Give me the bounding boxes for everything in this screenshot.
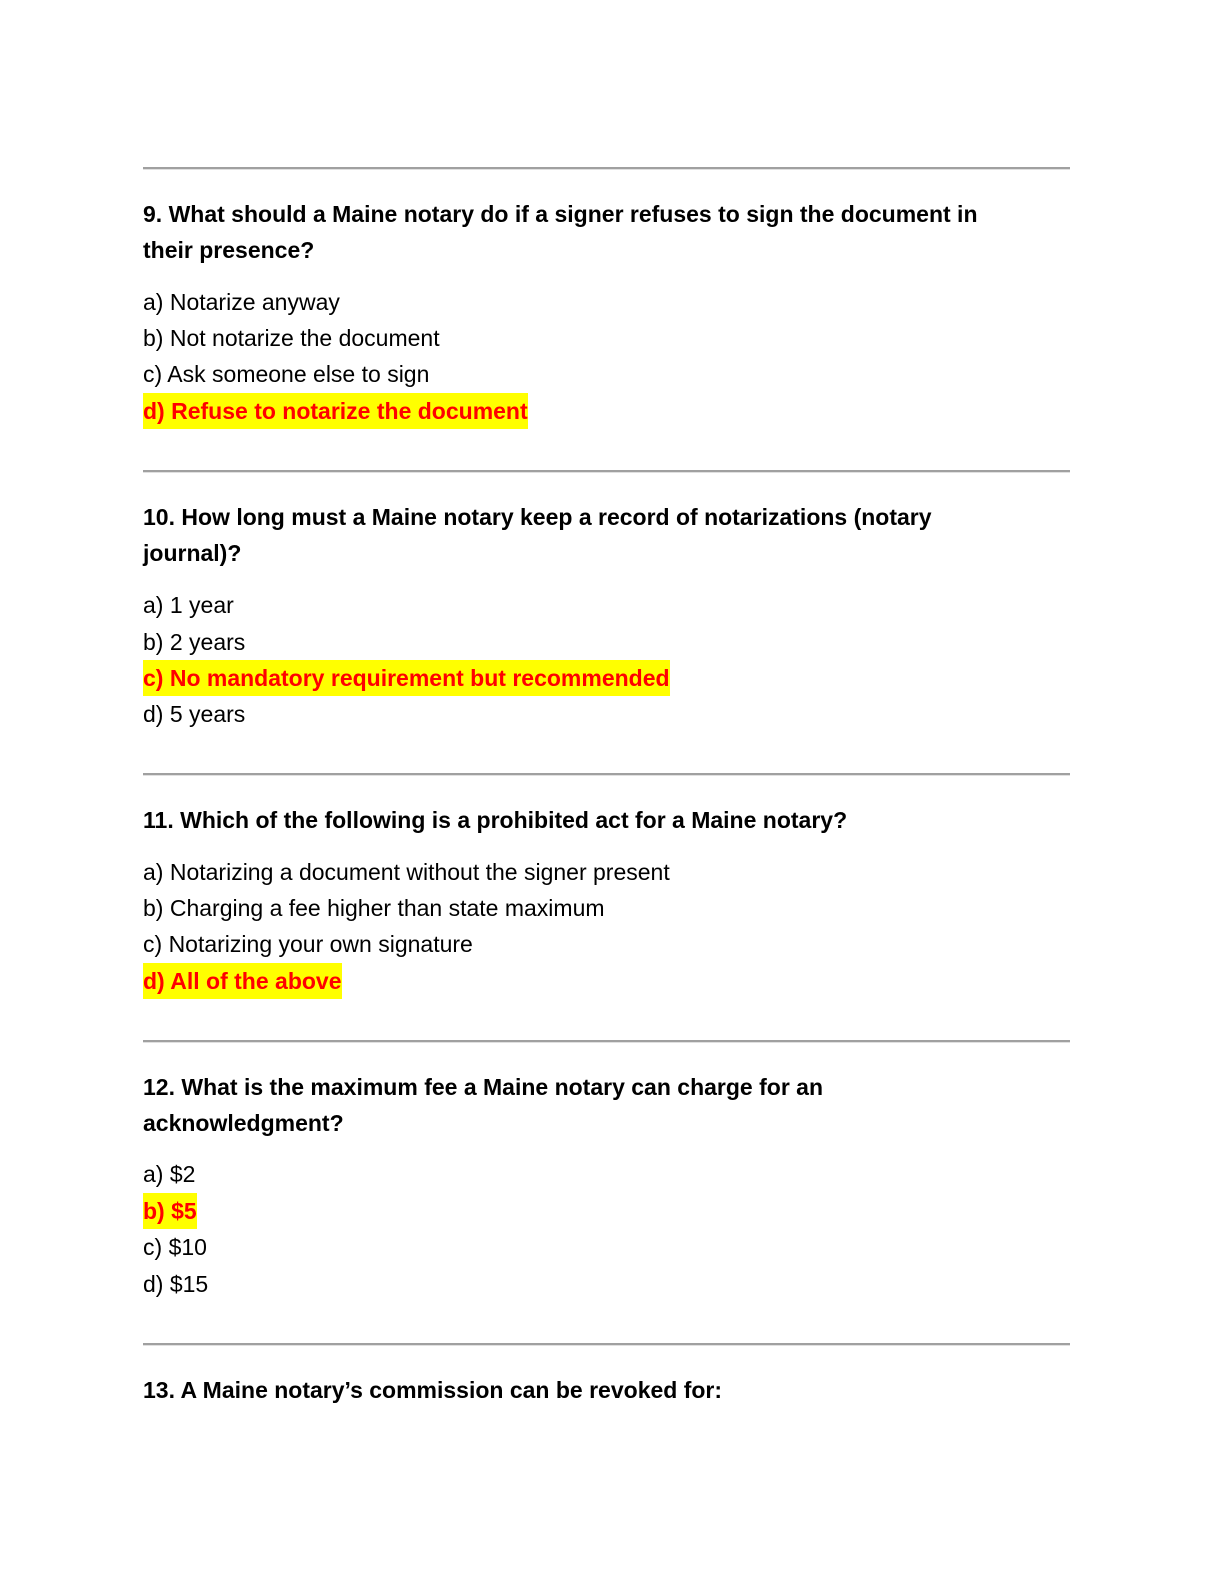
divider xyxy=(143,167,1070,170)
option-letter: d) xyxy=(143,701,164,727)
option-letter: c) xyxy=(143,1234,163,1260)
option-9c xyxy=(143,356,429,392)
option-10c-correct xyxy=(143,660,670,696)
question-number: 10. xyxy=(143,504,175,530)
question-text: What is the maximum fee a Maine notary can charge for an acknowledgment? xyxy=(143,1074,823,1136)
option-text: All of the above xyxy=(170,968,342,994)
option-letter: d) xyxy=(143,968,165,994)
option-text: $10 xyxy=(168,1234,207,1260)
option-text: Notarizing your own signature xyxy=(168,931,473,957)
option-text: 1 year xyxy=(169,592,234,618)
question-text: A Maine notary’s commission can be revoked for: xyxy=(180,1377,723,1403)
option-letter: d) xyxy=(143,1271,164,1297)
question-13 xyxy=(143,1372,1043,1408)
question-9 xyxy=(143,196,1033,268)
option-letter: a) xyxy=(143,592,164,618)
divider xyxy=(143,470,1070,473)
option-text: Notarizing a document without the signer present xyxy=(169,859,670,885)
option-letter: b) xyxy=(143,629,164,655)
option-text: Notarize anyway xyxy=(169,289,340,315)
option-letter: c) xyxy=(143,665,164,691)
option-10a xyxy=(143,587,234,623)
question-number: 11. xyxy=(143,807,174,833)
option-text: Not notarize the document xyxy=(169,325,440,351)
option-12b-correct xyxy=(143,1193,197,1229)
option-text: 2 years xyxy=(169,629,246,655)
question-number: 13. xyxy=(143,1377,175,1403)
option-11c xyxy=(143,926,473,962)
option-11a xyxy=(143,854,670,890)
divider xyxy=(143,773,1070,776)
question-12 xyxy=(143,1069,903,1141)
question-text: What should a Maine notary do if a signer refuses to sign the document in their presence? xyxy=(143,201,978,263)
option-letter: b) xyxy=(143,325,164,351)
option-12a xyxy=(143,1156,195,1192)
option-text: $15 xyxy=(169,1271,209,1297)
option-letter: c) xyxy=(143,361,163,387)
option-text: Charging a fee higher than state maximum xyxy=(169,895,605,921)
option-letter: b) xyxy=(143,895,164,921)
option-9d-correct xyxy=(143,393,528,429)
option-letter: a) xyxy=(143,1161,164,1187)
option-text: Ask someone else to sign xyxy=(167,361,430,387)
option-text: No mandatory requirement but recommended xyxy=(169,665,670,691)
option-9b xyxy=(143,320,440,356)
option-text: $5 xyxy=(171,1198,197,1224)
option-letter: d) xyxy=(143,398,165,424)
option-11b xyxy=(143,890,605,926)
divider xyxy=(143,1040,1070,1043)
option-12d xyxy=(143,1266,208,1302)
option-text: $2 xyxy=(169,1161,196,1187)
option-text: Refuse to notarize the document xyxy=(171,398,528,424)
option-9a xyxy=(143,284,340,320)
option-11d-correct xyxy=(143,963,342,999)
question-11 xyxy=(143,802,1043,838)
option-text: 5 years xyxy=(169,701,246,727)
option-letter: b) xyxy=(143,1198,165,1224)
option-letter: a) xyxy=(143,289,164,315)
question-text: Which of the following is a prohibited act for a Maine notary? xyxy=(180,807,848,833)
question-10 xyxy=(143,499,1003,571)
question-text: How long must a Maine notary keep a record of notarizations (notary journal)? xyxy=(143,504,932,566)
option-10d xyxy=(143,696,245,732)
option-10b xyxy=(143,624,245,660)
question-number: 9. xyxy=(143,201,163,227)
question-number: 12. xyxy=(143,1074,175,1100)
divider xyxy=(143,1343,1070,1346)
option-letter: c) xyxy=(143,931,163,957)
option-letter: a) xyxy=(143,859,164,885)
option-12c xyxy=(143,1229,207,1265)
